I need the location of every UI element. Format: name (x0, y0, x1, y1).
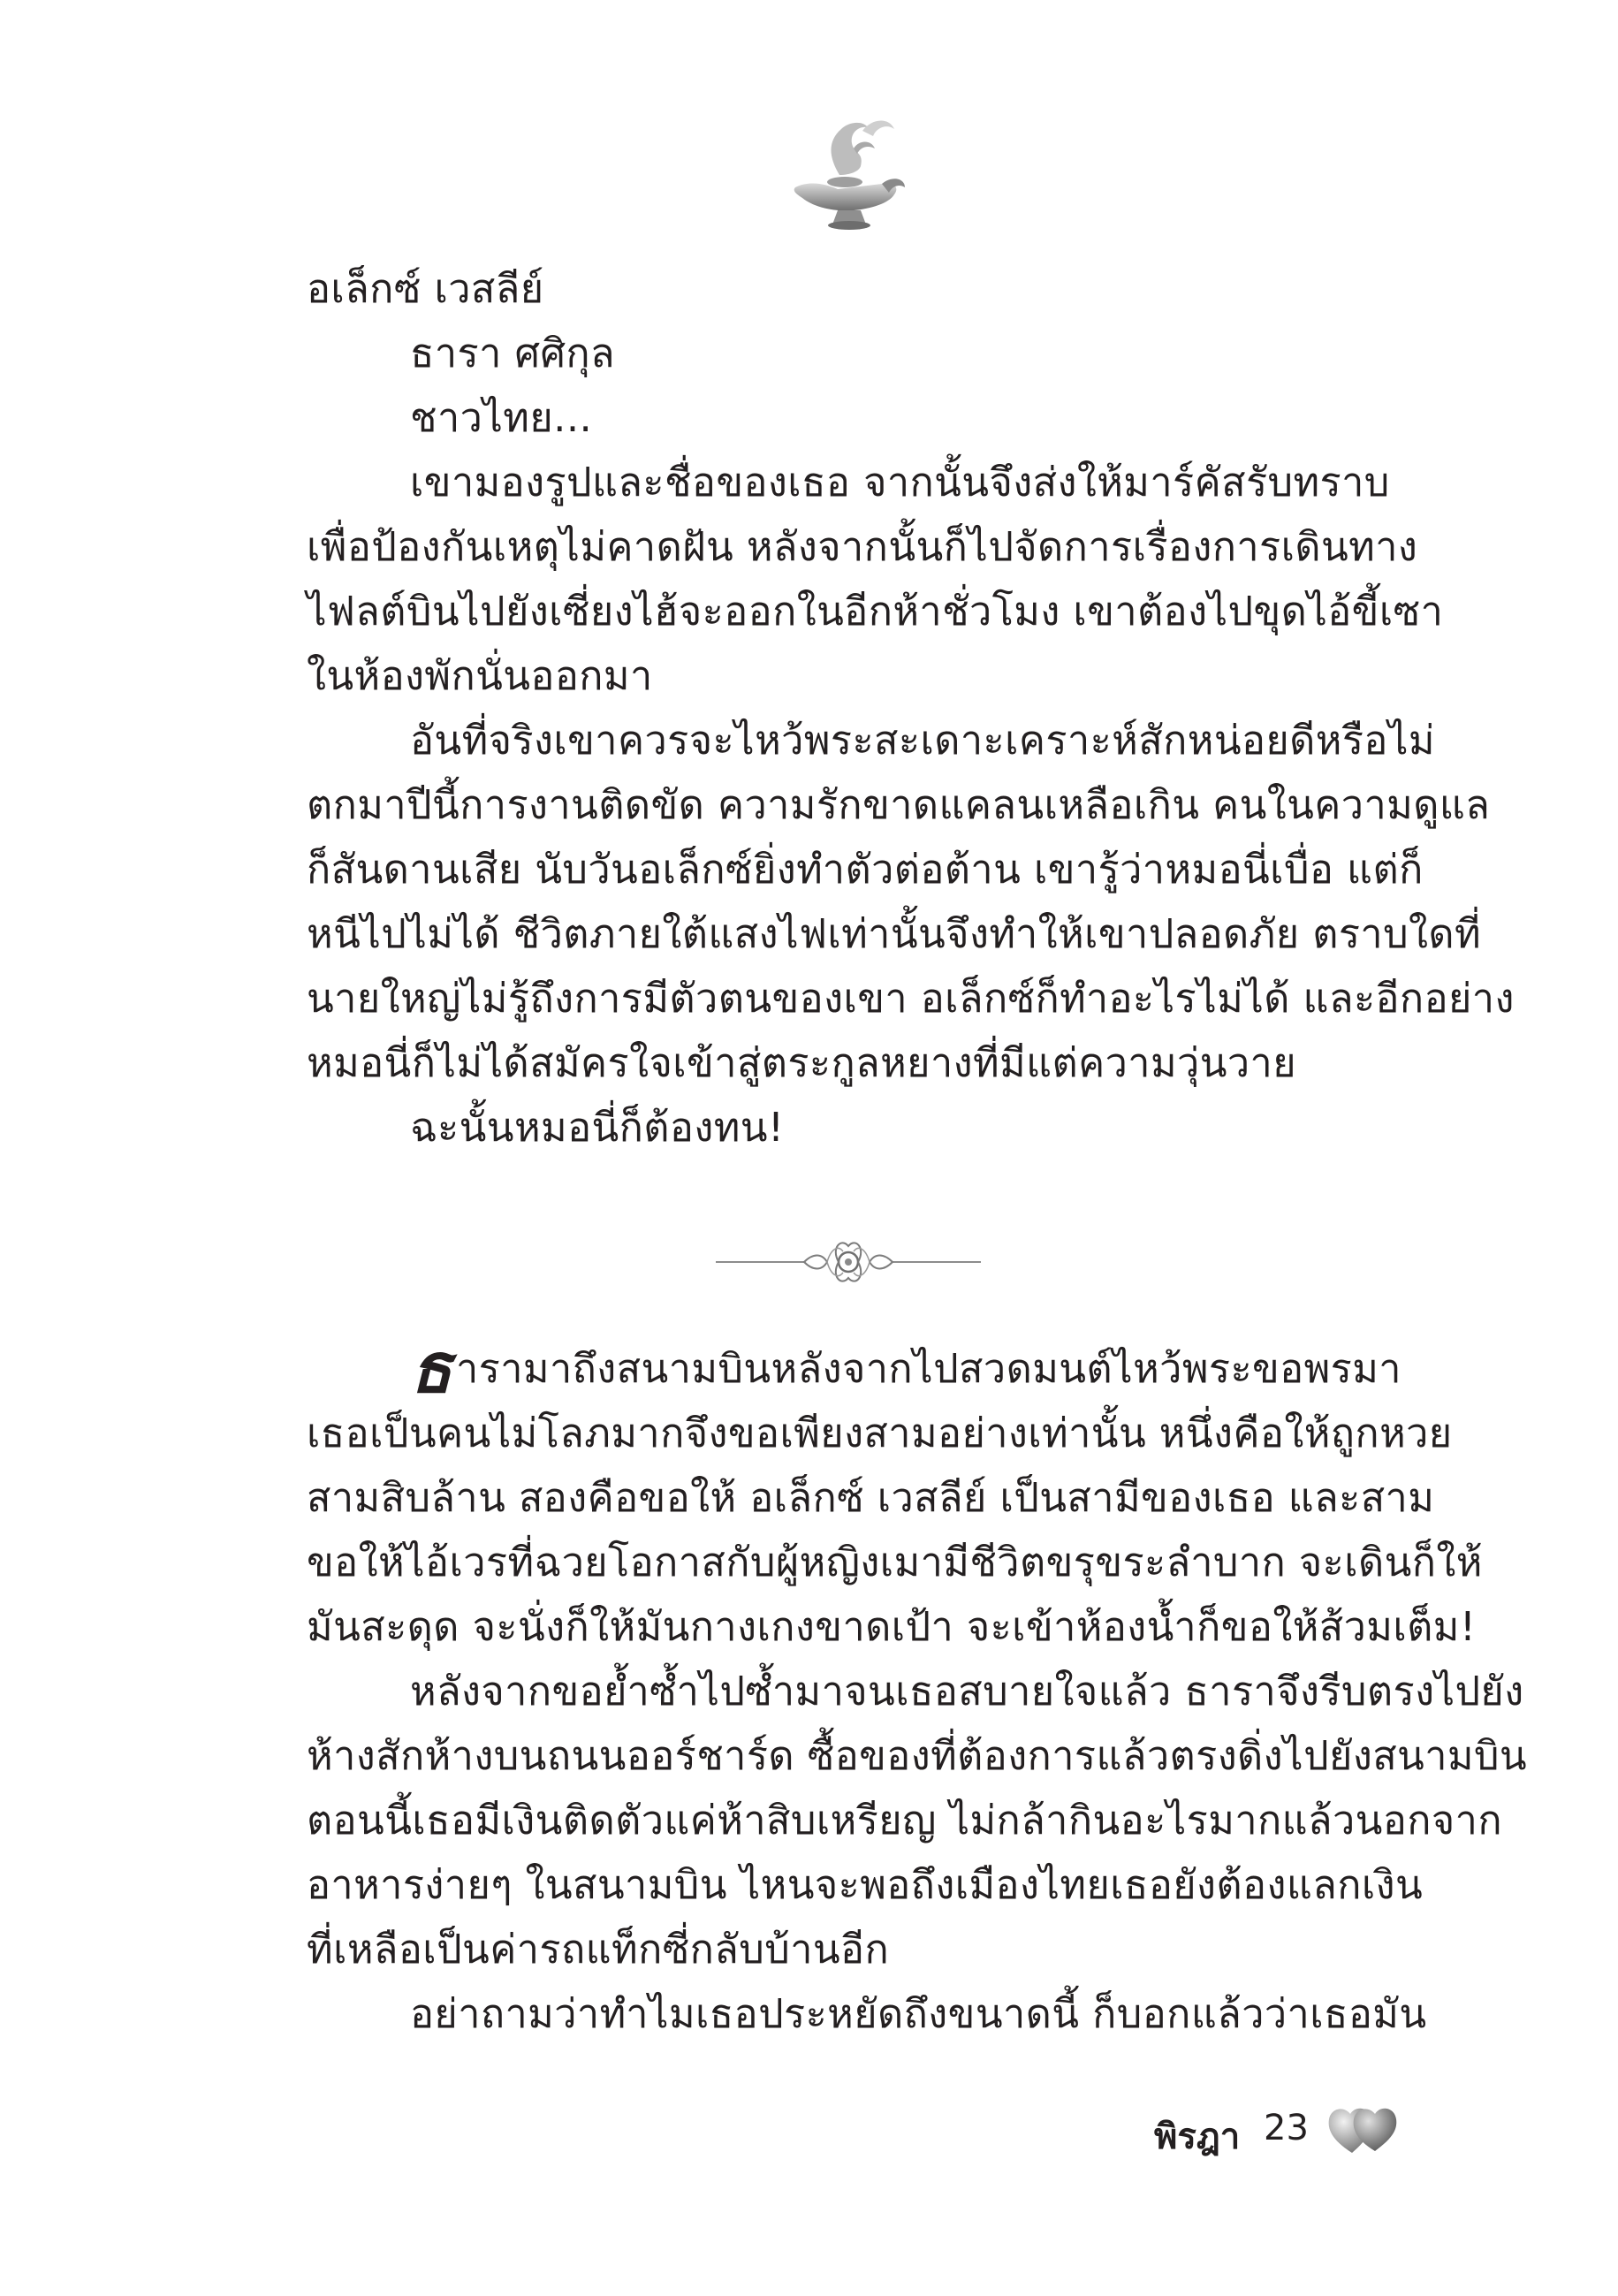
text-line: อาหารง่ายๆ ในสนามบิน ไหนจะพอถึงเมืองไทยเธอยังต้องแลกเงิน (307, 1861, 1424, 1908)
text-line: หมอนี่ก็ไม่ได้สมัครใจเข้าสู่ตระกูลหยางที่มีแต่ความวุ่นวาย (307, 1039, 1296, 1086)
hearts-icon (1326, 2100, 1400, 2158)
text-line: ไฟลต์บินไปยังเซี่ยงไฮ้จะออกในอีกห้าชั่วโมง เขาต้องไปขุดไอ้ขี้เซา (307, 588, 1444, 635)
text-line: เขามองรูปและชื่อของเธอ จากนั้นจึงส่งให้มาร์คัสรับทราบ (410, 459, 1390, 506)
text-line: ธารา ศศิกุล (410, 330, 616, 376)
first-line-text: ารามาถึงสนามบินหลังจากไปสวดมนต์ไหว้พระขอพรมา (456, 1345, 1402, 1392)
text-line: ขอให้ไอ้เวรที่ฉวยโอกาสกับผู้หญิงเมามีชีวิตขรุขระลำบาก จะเดินก็ให้ (307, 1539, 1483, 1585)
text-line: เธอเป็นคนไม่โลภมากจึงขอเพียงสามอย่างเท่านั้น หนึ่งคือให้ถูกหวย (307, 1410, 1453, 1456)
text-line: มันสะดุด จะนั่งก็ให้มันกางเกงขาดเป้า จะเข้าห้องน้ำก็ขอให้ส้วมเต็ม! (307, 1603, 1477, 1650)
text-line: ชาวไทย... (410, 394, 593, 441)
drop-cap: ธ (410, 1328, 453, 1409)
text-line: หลังจากขอย้ำซ้ำไปซ้ำมาจนเธอสบายใจแล้ว ธาราจึงรีบตรงไปยัง (410, 1668, 1524, 1714)
text-line: ตกมาปีนี้การงานติดขัด ความรักขาดแคลนเหลือเกิน คนในความดูแล (307, 781, 1491, 828)
text-line: หนีไปไม่ได้ ชีวิตภายใต้แสงไฟเท่านั้นจึงทำให้เขาปลอดภัย ตราบใดที่ (307, 910, 1482, 957)
text-line: ก็สันดานเสีย นับวันอเล็กซ์ยิ่งทำตัวต่อต้าน เขารู้ว่าหมอนี่เบื่อ แต่ก็ (307, 846, 1424, 893)
text-block-top (307, 256, 1515, 1159)
text-block-bottom (307, 1328, 1528, 2046)
text-line: ตอนนี้เธอมีเงินติดตัวแค่ห้าสิบเหรียญ ไม่กล้ากินอะไรมากแล้วนอกจาก (307, 1797, 1502, 1844)
text-line: อย่าถามว่าทำไมเธอประหยัดถึงขนาดนี้ ก็บอกแล้วว่าเธอมัน (410, 1990, 1427, 2037)
first-line (307, 1328, 1402, 1409)
text-line: เพื่อป้องกันเหตุไม่คาดฝัน หลังจากนั้นก็ไปจัดการเรื่องการเดินทาง (307, 523, 1418, 570)
page-number: 23 (1264, 2108, 1309, 2148)
text-line: สามสิบล้าน สองคือขอให้ อเล็กซ์ เวสลีย์ เป็นสามีของเธอ และสาม (307, 1474, 1435, 1521)
scroll-divider-icon (716, 1227, 981, 1297)
text-line: อันที่จริงเขาควรจะไหว้พระสะเดาะเคราะห์สักหน่อยดีหรือไม่ (410, 717, 1435, 764)
footer-author: พิรฎา (1154, 2117, 1241, 2157)
magic-lamp-icon (776, 113, 908, 235)
text-line: นายใหญ่ไม่รู้ถึงการมีตัวตนของเขา อเล็กซ์ก็ทำอะไรไม่ได้ และอีกอย่าง (307, 975, 1515, 1022)
text-line: ที่เหลือเป็นค่ารถแท็กซี่กลับบ้านอีก (307, 1926, 890, 1973)
text-line: ห้างสักห้างบนถนนออร์ชาร์ด ซื้อของที่ต้องการแล้วตรงดิ่งไปยังสนามบิน (307, 1732, 1528, 1779)
text-line: ฉะนั้นหมอนี่ก็ต้องทน! (410, 1104, 785, 1151)
text-line: อเล็กซ์ เวสลีย์ (307, 265, 544, 312)
text-line: ในห้องพักนั่นออกมา (307, 652, 653, 699)
